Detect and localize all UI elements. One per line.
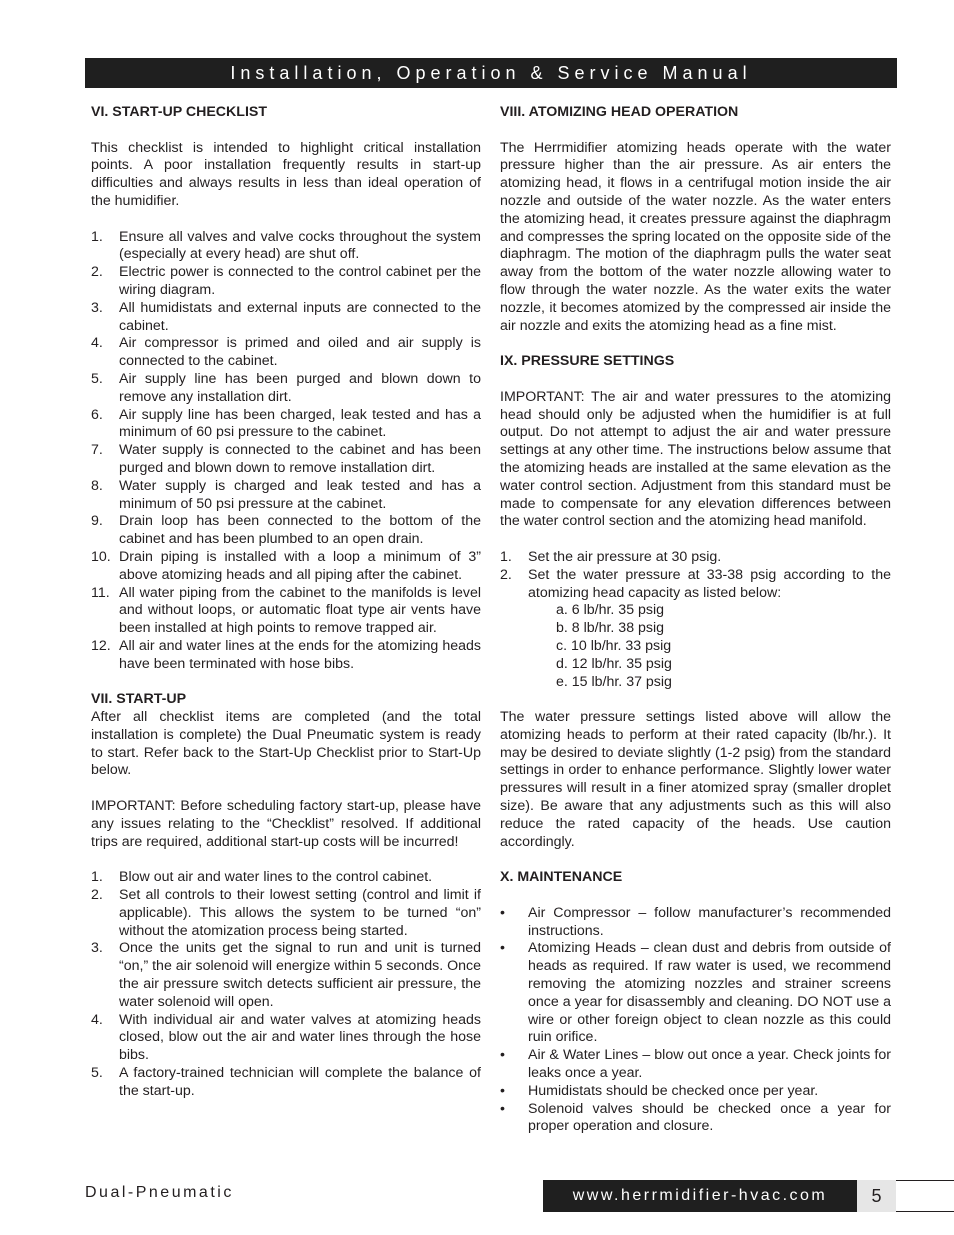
checklist-item-marker: 9.: [91, 513, 103, 530]
startup-step-marker: 3.: [91, 940, 103, 957]
maintenance-item-text: Solenoid valves should be checked once a year for proper operation and closure.: [528, 1100, 891, 1135]
pressure-important: IMPORTANT: The air and water pressures to the atomizing head should only be adjusted when the humidifier is at full output. Do not attempt to adjust the air and water pressure settings at any other time. The instructions below assume that the atomizing heads are installed at the same elevation as the water control section. Adjustment from this standard must be made to compensate for any elevation differences between the water control section and the atomizing head manifold.: [500, 388, 891, 530]
startup-step: [91, 1065, 481, 1101]
checklist-item-text: All water piping from the cabinet to the manifolds is level and without loops, or automatic float type air vents have been installed at high points to remove trapped air.: [119, 584, 481, 637]
checklist-item-text: Electric power is connected to the control cabinet per the wiring diagram.: [119, 264, 481, 298]
checklist-item-text: Water supply is connected to the cabinet and has been purged and blown down to remove installation dirt.: [119, 442, 481, 476]
checklist-item: [91, 478, 481, 514]
pressure-step-marker: 2.: [500, 566, 512, 583]
maintenance-item-marker: •: [500, 1100, 505, 1117]
left-column: [91, 104, 481, 1101]
checklist-item: [91, 335, 481, 371]
maintenance-item-text: Air Compressor – follow manufacturer’s recommended instructions.: [528, 904, 891, 939]
checklist-item-text: All air and water lines at the ends for the atomizing heads have been terminated with hose bibs.: [119, 637, 481, 672]
checklist-item-text: Air supply line has been purged and blown down to remove any installation dirt.: [119, 370, 481, 405]
startup-step-marker: 1.: [91, 869, 103, 886]
pressure-step-marker: 1.: [500, 548, 512, 565]
checklist-item-marker: 3.: [91, 299, 103, 316]
manual-title-bar: [85, 58, 897, 88]
atomizing-heading: VIII. ATOMIZING HEAD OPERATION: [500, 104, 739, 120]
startup-step-marker: 4.: [91, 1011, 103, 1028]
pressure-step: [500, 567, 891, 603]
maintenance-item-marker: •: [500, 1082, 505, 1099]
maintenance-item-marker: •: [500, 940, 505, 957]
checklist-item: [91, 585, 481, 638]
checklist-item-marker: 1.: [91, 228, 103, 245]
checklist-item: [91, 300, 481, 336]
maintenance-item: [500, 905, 891, 941]
checklist-heading: VI. START-UP CHECKLIST: [91, 104, 268, 120]
atomizing-body: The Herrmidifier atomizing heads operate with the water pressure higher than the air pressure. As air enters the atomizing head, it flows in a centrifugal motion inside the air nozzle and outside of the water nozzle. As the water enters the atomizing head, it creates pressure against the diaphragm and compresses the spring located on the opposite side of the diaphragm. The motion of the diaphragm pulls the water seat away from the bottom of the water nozzle allowing water to flow through the water nozzle. As the water exits the water nozzle, it becomes atomized by the compressed air inside the air nozzle and exits the atomizing head as a fine mist.: [500, 139, 891, 334]
pressure-note: The water pressure settings listed above will allow the atomizing heads to perform at their rated capacity (lb/hr.). It may be desired to deviate slightly (1-2 psig) from the standard settings in order to enhance performance. Slightly lower water pressures will result in a finer atomized spray (smaller droplet size). Be aware that any adjustments such as this will also reduce the rated capacity of the heads. Use caution accordingly.: [500, 709, 891, 850]
checklist-list: [91, 229, 481, 674]
manual-title: Installation, Operation & Service Manual: [230, 62, 752, 83]
startup-step-text: Blow out air and water lines to the control cabinet.: [119, 869, 433, 886]
checklist-item: [91, 264, 481, 300]
checklist-item-marker: 12.: [91, 637, 111, 654]
startup-step: [91, 887, 481, 940]
checklist-item: [91, 549, 481, 585]
maintenance-item-text: Air & Water Lines – blow out once a year. Check joints for leaks once a year.: [528, 1047, 891, 1082]
checklist-intro: This checklist is intended to highlight critical installation points. A poor installation frequently results in start-up difficulties and always results in less than ideal operation of the humidifier.: [91, 139, 481, 209]
maintenance-item-text: Humidistats should be checked once per year.: [528, 1082, 819, 1099]
checklist-item-marker: 2.: [91, 264, 103, 281]
pressure-step-text: Set the air pressure at 30 psig.: [528, 548, 722, 565]
checklist-item-text: Drain loop has been connected to the bottom of the cabinet and has been plumbed to an open drain.: [119, 513, 481, 548]
checklist-item: [91, 407, 481, 443]
checklist-item: [91, 229, 481, 265]
startup-step: [91, 1012, 481, 1065]
startup-important: IMPORTANT: Before scheduling factory start-up, please have any issues relating to the “Checklist” resolved. If additional trips are required, additional start-up costs will be incurred!: [91, 798, 481, 850]
maintenance-item-marker: •: [500, 1047, 505, 1064]
capacity-item: b. 8 lb/hr. 38 psig: [556, 620, 665, 637]
capacity-item: d. 12 lb/hr. 35 psig: [556, 655, 672, 672]
checklist-item-marker: 10.: [91, 548, 111, 565]
footer-url-bar: [543, 1180, 857, 1212]
checklist-item-marker: 5.: [91, 370, 103, 387]
checklist-item: [91, 638, 481, 674]
capacity-item: a. 6 lb/hr. 35 psig: [556, 602, 665, 619]
startup-heading: VII. START-UP: [91, 691, 187, 708]
footer-rule: [896, 1211, 954, 1212]
startup-step-text: A factory-trained technician will complete the balance of the start-up.: [119, 1065, 481, 1099]
right-column: [500, 104, 891, 1136]
capacity-item: c. 10 lb/hr. 33 psig: [556, 637, 672, 654]
checklist-item: [91, 371, 481, 407]
checklist-item: [91, 513, 481, 549]
pressure-step: [500, 549, 891, 567]
startup-intro: After all checklist items are completed (and the total installation is complete) the Dual Pneumatic system is ready to start. Refer back to the Start-Up Checklist prior to Start-Up below.: [91, 709, 481, 779]
maintenance-item: [500, 940, 891, 1047]
checklist-item-text: Air compressor is primed and oiled and air supply is connected to the cabinet.: [119, 335, 481, 370]
maintenance-item: [500, 1047, 891, 1083]
checklist-item-marker: 6.: [91, 406, 103, 423]
maintenance-heading: X. MAINTENANCE: [500, 869, 623, 886]
checklist-item-text: Drain piping is installed with a loop a minimum of 3” above atomizing heads and all piping after the cabinet.: [119, 548, 481, 583]
footer-rule-top: [896, 1180, 954, 1181]
maintenance-item-text: Atomizing Heads – clean dust and debris from outside of heads as required. If raw water is used, we recommend removing the atomizing nozzles and strainer screens once a year for disassembly and cleaning. DO NOT use a wire or other foreign object to clean nozzle as this could ruin orifice.: [528, 940, 891, 1046]
capacity-list: [500, 602, 891, 691]
maintenance-item: [500, 1101, 891, 1137]
startup-step-text: With individual air and water valves at atomizing heads closed, blow out the air and water lines through the hose bibs.: [119, 1011, 481, 1064]
checklist-item-text: Air supply line has been charged, leak tested and has a minimum of 60 psi pressure to the cabinet.: [119, 406, 481, 441]
checklist-item-marker: 8.: [91, 477, 103, 494]
pressure-heading: IX. PRESSURE SETTINGS: [500, 353, 675, 370]
checklist-item-marker: 11.: [91, 584, 110, 601]
footer-url: www.herrmidifier-hvac.com: [572, 1187, 828, 1204]
startup-step-text: Once the units get the signal to run and unit is turned “on,” the air solenoid will energize within 5 seconds. Once the air pressure switch detects sufficient air pressure, the water solenoid will open.: [119, 940, 481, 1010]
checklist-item-text: All humidistats and external inputs are connected to the cabinet.: [119, 299, 481, 334]
startup-step: [91, 940, 481, 1011]
maintenance-list: [500, 905, 891, 1136]
maintenance-item-marker: •: [500, 904, 505, 921]
startup-step-marker: 5.: [91, 1065, 103, 1082]
checklist-item-text: Water supply is charged and leak tested and has a minimum of 50 psi pressure at the cabinet.: [119, 477, 481, 512]
footer-product: Dual-Pneumatic: [85, 1184, 234, 1201]
startup-step-marker: 2.: [91, 887, 103, 904]
capacity-item: e. 15 lb/hr. 37 psig: [556, 673, 672, 690]
startup-steps: [91, 869, 481, 1100]
checklist-item: [91, 442, 481, 478]
startup-step: [91, 869, 481, 887]
maintenance-item: [500, 1083, 891, 1101]
page-number: 5: [857, 1180, 896, 1212]
pressure-step-text: Set the water pressure at 33-38 psig according to the atomizing head capacity as listed below:: [528, 566, 891, 601]
checklist-item-marker: 4.: [91, 335, 103, 352]
checklist-item-text: Ensure all valves and valve cocks throughout the system (especially at every head) are shut off.: [119, 228, 481, 263]
checklist-item-marker: 7.: [91, 442, 103, 459]
pressure-steps: [500, 549, 891, 602]
startup-step-text: Set all controls to their lowest setting (control and limit if applicable). This allows the system to be turned “on” without the atomization process being started.: [119, 887, 481, 939]
